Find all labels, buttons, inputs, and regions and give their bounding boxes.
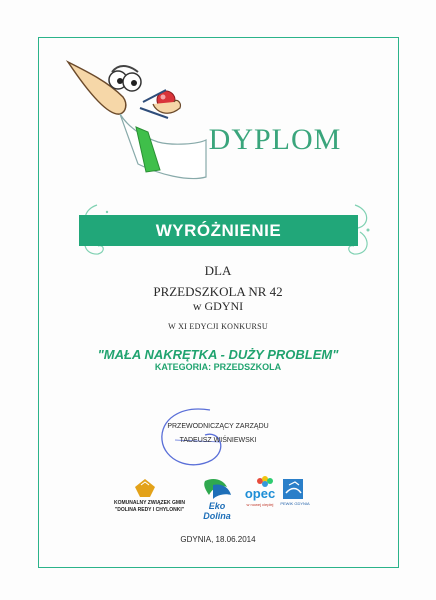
kzg-line1: KOMUNALNY ZWIĄZEK GMIN — [113, 500, 185, 506]
eko-dolina-logo — [204, 479, 231, 499]
mascot-illustration — [48, 42, 208, 192]
award-label: WYRÓŻNIENIE — [155, 221, 282, 240]
recipient-city: w GDYNI — [192, 299, 244, 313]
chair-name: TADEUSZ WIŚNIEWSKI — [179, 437, 257, 444]
eko-label: Eko Dolina — [203, 501, 231, 521]
contest-category: KATEGORIA: PRZEDSZKOLA — [154, 362, 282, 372]
contest-name: "MAŁA NAKRĘTKA - DUŻY PROBLEM" — [97, 347, 339, 362]
opec-sub-label: w nowej ciepłej — [246, 502, 274, 507]
diploma-title: DYPLOM — [208, 123, 342, 156]
recipient-name: PRZEDSZKOLA NR 42 — [153, 284, 283, 299]
kzg-label — [107, 500, 192, 514]
award-banner — [79, 215, 358, 246]
edition-label: W XI EDYCJI KONKURSU — [168, 322, 268, 331]
pewik-logo — [283, 479, 303, 499]
opec-label: opec — [244, 486, 276, 501]
chair-title: PRZEWODNICZĄCY ZARZĄDU — [167, 423, 269, 430]
kzg-logo — [135, 479, 155, 497]
for-label: DLA — [204, 263, 232, 278]
place-date: GDYNIA, 18.06.2014 — [180, 535, 256, 544]
pewik-label: PEWIK GDYNIA — [280, 501, 310, 506]
kzg-line2: "DOLINA REDY I CHYLONKI" — [114, 507, 185, 513]
